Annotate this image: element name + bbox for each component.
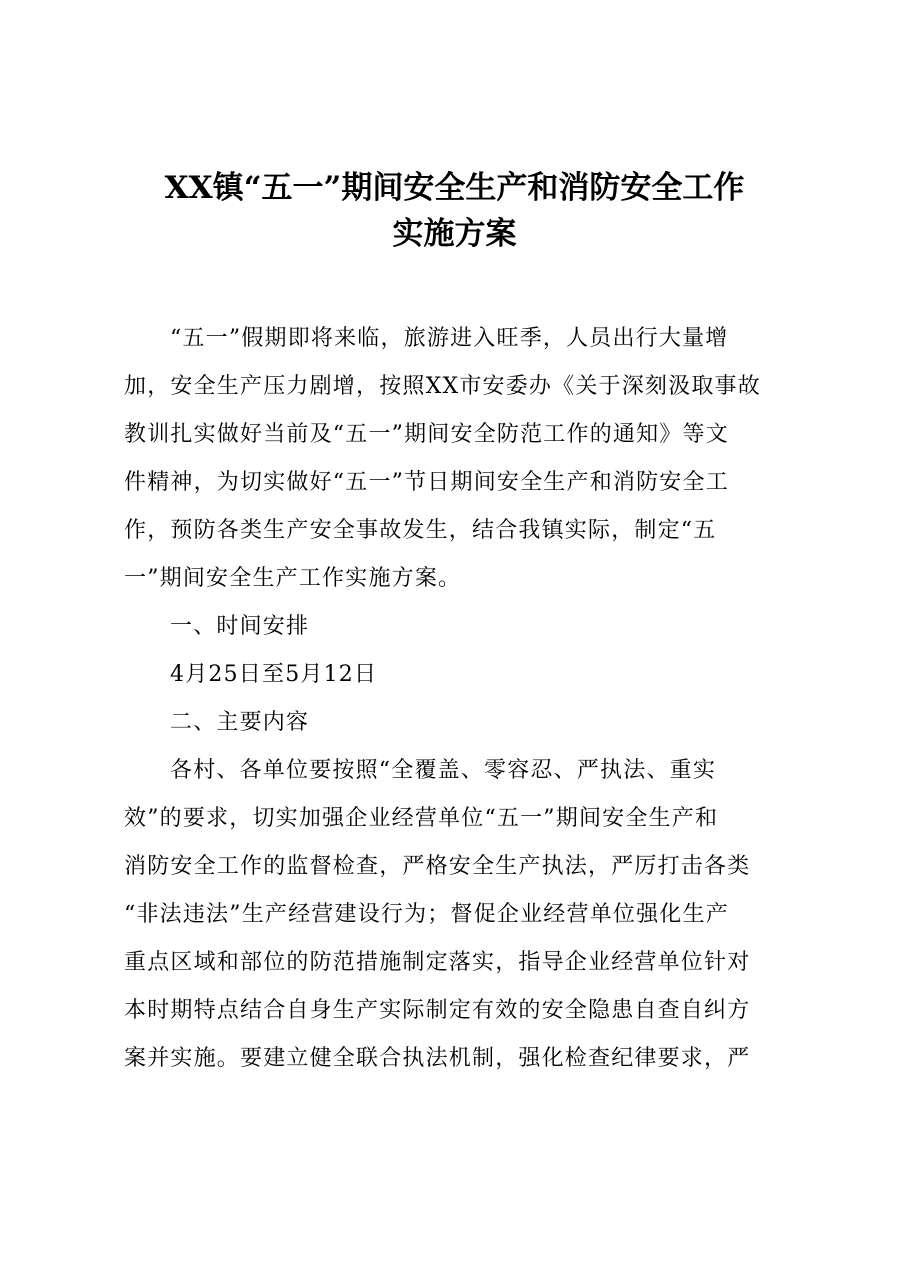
section-2-paragraph-line: 本时期特点结合自身生产实际制定有效的安全隐患自查自纠方	[124, 998, 751, 1023]
section-2-paragraph-line: 案并实施。要建立健全联合执法机制，强化检查纪律要求，严	[124, 1046, 751, 1071]
section-2-paragraph-line: 重点区域和部位的防范措施制定落实，指导企业经营单位针对	[124, 950, 751, 975]
section-1-content: 4月25日至5月12日	[170, 662, 378, 687]
intro-paragraph-line: 一”期间安全生产工作实施方案。	[124, 566, 462, 591]
section-2-heading: 二、主要内容	[170, 710, 310, 735]
document-title-line-2: 实施方案	[392, 216, 517, 252]
section-2-paragraph-line: 消防安全工作的监督检查，严格安全生产执法，严厉打击各类	[124, 854, 751, 879]
intro-paragraph-line: 作，预防各类生产安全事故发生，结合我镇实际，制定“五	[124, 518, 717, 543]
section-2-paragraph-line: 各村、各单位要按照“全覆盖、零容忍、严执法、重实	[170, 758, 717, 783]
section-2-paragraph-line: 效”的要求，切实加强企业经营单位“五一”期间安全生产和	[124, 806, 719, 831]
intro-paragraph-line: 教训扎实做好当前及“五一”期间安全防范工作的通知》等文	[124, 422, 729, 447]
section-1-heading: 一、时间安排	[170, 614, 310, 639]
document-title-line-1: XX镇“五一”期间安全生产和消防安全工作	[164, 170, 745, 206]
section-2-paragraph-line: “非法违法”生产经营建设行为；督促企业经营单位强化生产	[124, 902, 729, 927]
intro-paragraph-line: “五一”假期即将来临，旅游进入旺季，人员出行大量增	[170, 326, 729, 351]
intro-paragraph-line: 加，安全生产压力剧增，按照XX市安委办《关于深刻汲取事故	[124, 374, 761, 399]
intro-paragraph-line: 件精神，为切实做好“五一”节日期间安全生产和消防安全工	[124, 470, 729, 495]
